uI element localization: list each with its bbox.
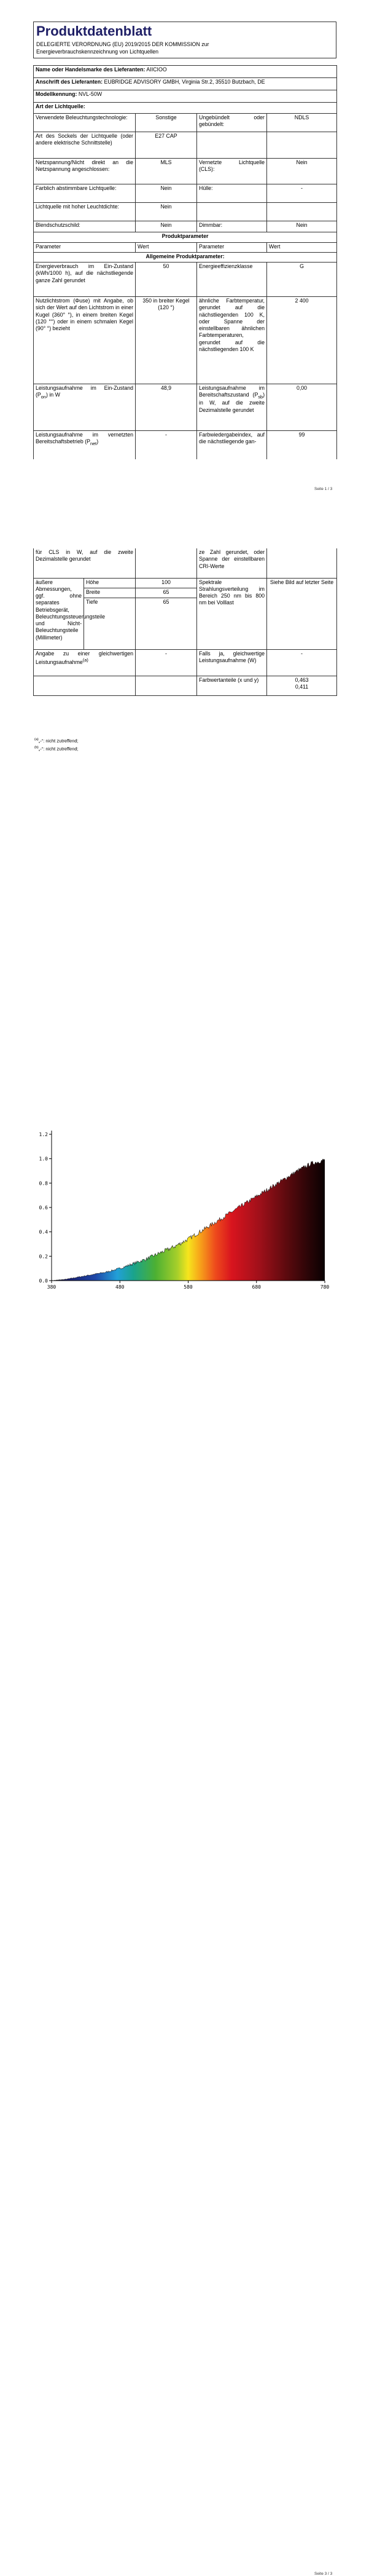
flux-row [34,297,337,384]
model-value: NVL-50W [78,91,103,97]
header-box [33,22,336,58]
light-type-row [34,103,337,114]
x-tick-label: 680 [252,1284,261,1290]
params-section-title: Produktparameter [34,232,337,243]
colour-tunable-value: Nein [136,184,197,203]
chromaticity-row [34,676,337,695]
page-1 [0,0,369,501]
net-standby-value: - [136,431,197,459]
technology-value: Sonstige [136,114,197,132]
depth-label: Tiefe [84,598,136,649]
energy-row [34,263,337,297]
height-label: Höhe [84,578,136,588]
eff-class-label: Energieeffizienzklasse [197,263,267,297]
supplier-address-value: EUBRIDGE ADVISORY GMBH, Virginia Str.2, 35510 Butzbach, DE [104,79,265,85]
y-tick-label: 1.0 [39,1156,48,1162]
supplier-address-label: Anschrift des Lieferanten: [36,79,103,85]
energy-value: 50 [136,263,197,297]
technology-row [34,114,337,132]
spectral-label: Spektrale Strahlungsverteilung im Bereich 250 nm bis 800 nm bei Volllast [197,578,267,649]
y-tick-label: 0.4 [39,1229,48,1235]
y-tick-label: 0.2 [39,1254,48,1260]
dimmable-value: Nein [267,221,337,232]
col-param-1: Parameter [34,243,136,253]
power-on-value: 48,9 [136,384,197,431]
regulation-line-2: Energieverbrauchskennzeichnung von Lichtquellen [36,49,159,55]
cct-label: ähnliche Farbtemperatur, gerundet auf die nächstliegenden 100 K, oder Spanne der einstellbaren ähnlichen Farbtemperaturen, gerundet auf die nächstliegenden 100 K [197,297,267,384]
equivalent-row [34,649,337,676]
equivalent-value: - [136,649,197,676]
supplier-name-row [34,66,337,78]
spectral-value: Siehe Bild auf letzter Seite [267,578,337,649]
page-3 [0,1030,369,2576]
supplier-name-value: AIICIOO [146,66,167,73]
equivalent-power-label: Falls ja, gleichwertige Leistungsaufnahme (W) [197,649,267,676]
colour-tunable-label: Farblich abstimmbare Lichtquelle: [34,184,136,203]
product-data-table [33,65,337,459]
energy-label: Energieverbrauch im Ein-Zustand (kWh/1000 h), auf die nächstliegende ganze Zahl gerundet [34,263,136,297]
x-tick-label: 580 [184,1284,193,1290]
eff-class-value: G [267,263,337,297]
params-header-row [34,243,337,253]
cap-value: E27 CAP [136,132,197,159]
directional-value: NDLS [267,114,337,132]
mains-row [34,159,337,184]
cri-value: 99 [267,431,337,459]
width-value: 65 [136,588,197,598]
power-row [34,384,337,431]
supplier-address-row [34,78,337,90]
net-standby-label: Leistungsaufnahme im vernetzten Bereitschaftsbetrieb $(P_{net})$ [34,431,136,459]
flux-value: 350 in breiter Kegel (120 °) [136,297,197,384]
standby-value: 0,00 [267,384,337,431]
mains-value: MLS [136,159,197,184]
net-standby-label-cont: für CLS in W, auf die zweite Dezimalstelle gerundet [34,548,136,578]
footnote-b: $^{(b)}$„-“: nicht zutreffend; [34,745,79,751]
anti-glare-value: Nein [136,221,197,232]
equivalent-label: Angabe zu einer gleichwertigen Leistungsaufnahme$^{(a)}$ [34,649,136,676]
params-section-row [34,232,337,243]
chromaticity-y: 0,411 [295,683,309,690]
chromaticity-x: 0,463 [295,676,309,683]
cct-value: 2 400 [267,297,337,384]
y-tick-label: 0.6 [39,1205,48,1211]
general-params-title: Allgemeine Produktparameter: [34,253,337,263]
equivalent-power-value: - [267,649,337,676]
product-data-table-continued [33,548,337,696]
flux-label: Nutzlichtstrom (Φuse) mit Angabe, ob sich der Wert auf den Lichtstrom in einer Kugel (360° °), in einem breiten Kegel (120 °°) oder in einem schmalen Kegel (90° °) bezieht [34,297,136,384]
anti-glare-row [34,221,337,232]
envelope-label: Hülle: [197,184,267,203]
net-standby-row [34,431,337,459]
regulation-text [36,41,333,55]
connected-label: Vernetzte Lichtquelle (CLS): [197,159,267,184]
chromaticity-label: Farbwertanteile (x und y) [197,676,267,695]
envelope-value: - [267,184,337,203]
spectral-distribution-chart [33,1128,340,1294]
model-label: Modellkennung: [36,91,77,97]
dims-label: äußere Abmessungen, ggf. ohne separates Betriebsgerät, Beleuchtungssteuerungsteile und Nicht-Beleuchtungsteile (Millimeter) [34,578,84,649]
y-tick-label: 0.0 [39,1278,48,1284]
cap-row [34,132,337,159]
technology-label: Verwendete Beleuchtungstechnologie: [34,114,136,132]
y-tick-label: 1.2 [39,1132,48,1137]
high-luminance-row [34,203,337,221]
dimmable-label: Dimmbar: [197,221,267,232]
x-tick-label: 480 [115,1284,125,1290]
anti-glare-label: Blendschutzschild: [34,221,136,232]
general-params-row [34,253,337,263]
y-tick-label: 0.8 [39,1180,48,1187]
dims-height-row [34,578,337,588]
x-tick-label: 780 [320,1284,330,1290]
directional-label: Ungebündelt oder gebündelt: [197,114,267,132]
width-label: Breite [84,588,136,598]
cap-label: Art des Sockels der Lichtquelle (oder andere elektrische Schnittstelle) [34,132,136,159]
mains-label: Netzspannung/Nicht direkt an die Netzspannung angeschlossen: [34,159,136,184]
net-standby-cont-row [34,548,337,578]
footnotes [34,737,79,752]
cri-label-cont: ze Zahl gerundet, oder Spanne der einstellbaren CRI-Werte [197,548,267,578]
height-value: 100 [136,578,197,588]
col-param-2: Parameter [197,243,267,253]
document-title: Produktdatenblatt [36,23,152,39]
standby-label: Leistungsaufnahme im Bereitschaftszustand $(P_{sb})$ in W, auf die zweite Dezimalstelle gerundet [197,384,267,431]
power-on-label: Leistungsaufnahme im Ein-Zustand $(P_{on})$ in W [34,384,136,431]
x-ticks [47,1281,330,1290]
chromaticity-value [267,676,337,695]
high-luminance-label: Lichtquelle mit hoher Leuchtdichte: [34,203,136,221]
page-number-1: Seite 1 / 3 [314,487,333,491]
page-number-3: Seite 3 / 3 [314,2572,333,2576]
spectrum-area [52,1159,325,1281]
footnote-a: $^{(a)}$„-“: nicht zutreffend; [34,738,79,744]
depth-value: 65 [136,598,197,649]
supplier-name-label: Name oder Handelsmarke des Lieferanten: [36,66,146,73]
col-value-2: Wert [267,243,337,253]
y-ticks [39,1132,52,1284]
light-type-label: Art der Lichtquelle: [34,103,337,114]
regulation-line-1: DELEGIERTE VERORDNUNG (EU) 2019/2015 DER KOMMISSION zur [36,41,209,47]
col-value-1: Wert [136,243,197,253]
colour-tunable-row [34,184,337,203]
x-tick-label: 380 [47,1284,56,1290]
high-luminance-value: Nein [136,203,197,221]
connected-value: Nein [267,159,337,184]
model-row [34,90,337,103]
cri-label: Farbwiedergabeindex, auf die nächstliegende gan- [197,431,267,459]
